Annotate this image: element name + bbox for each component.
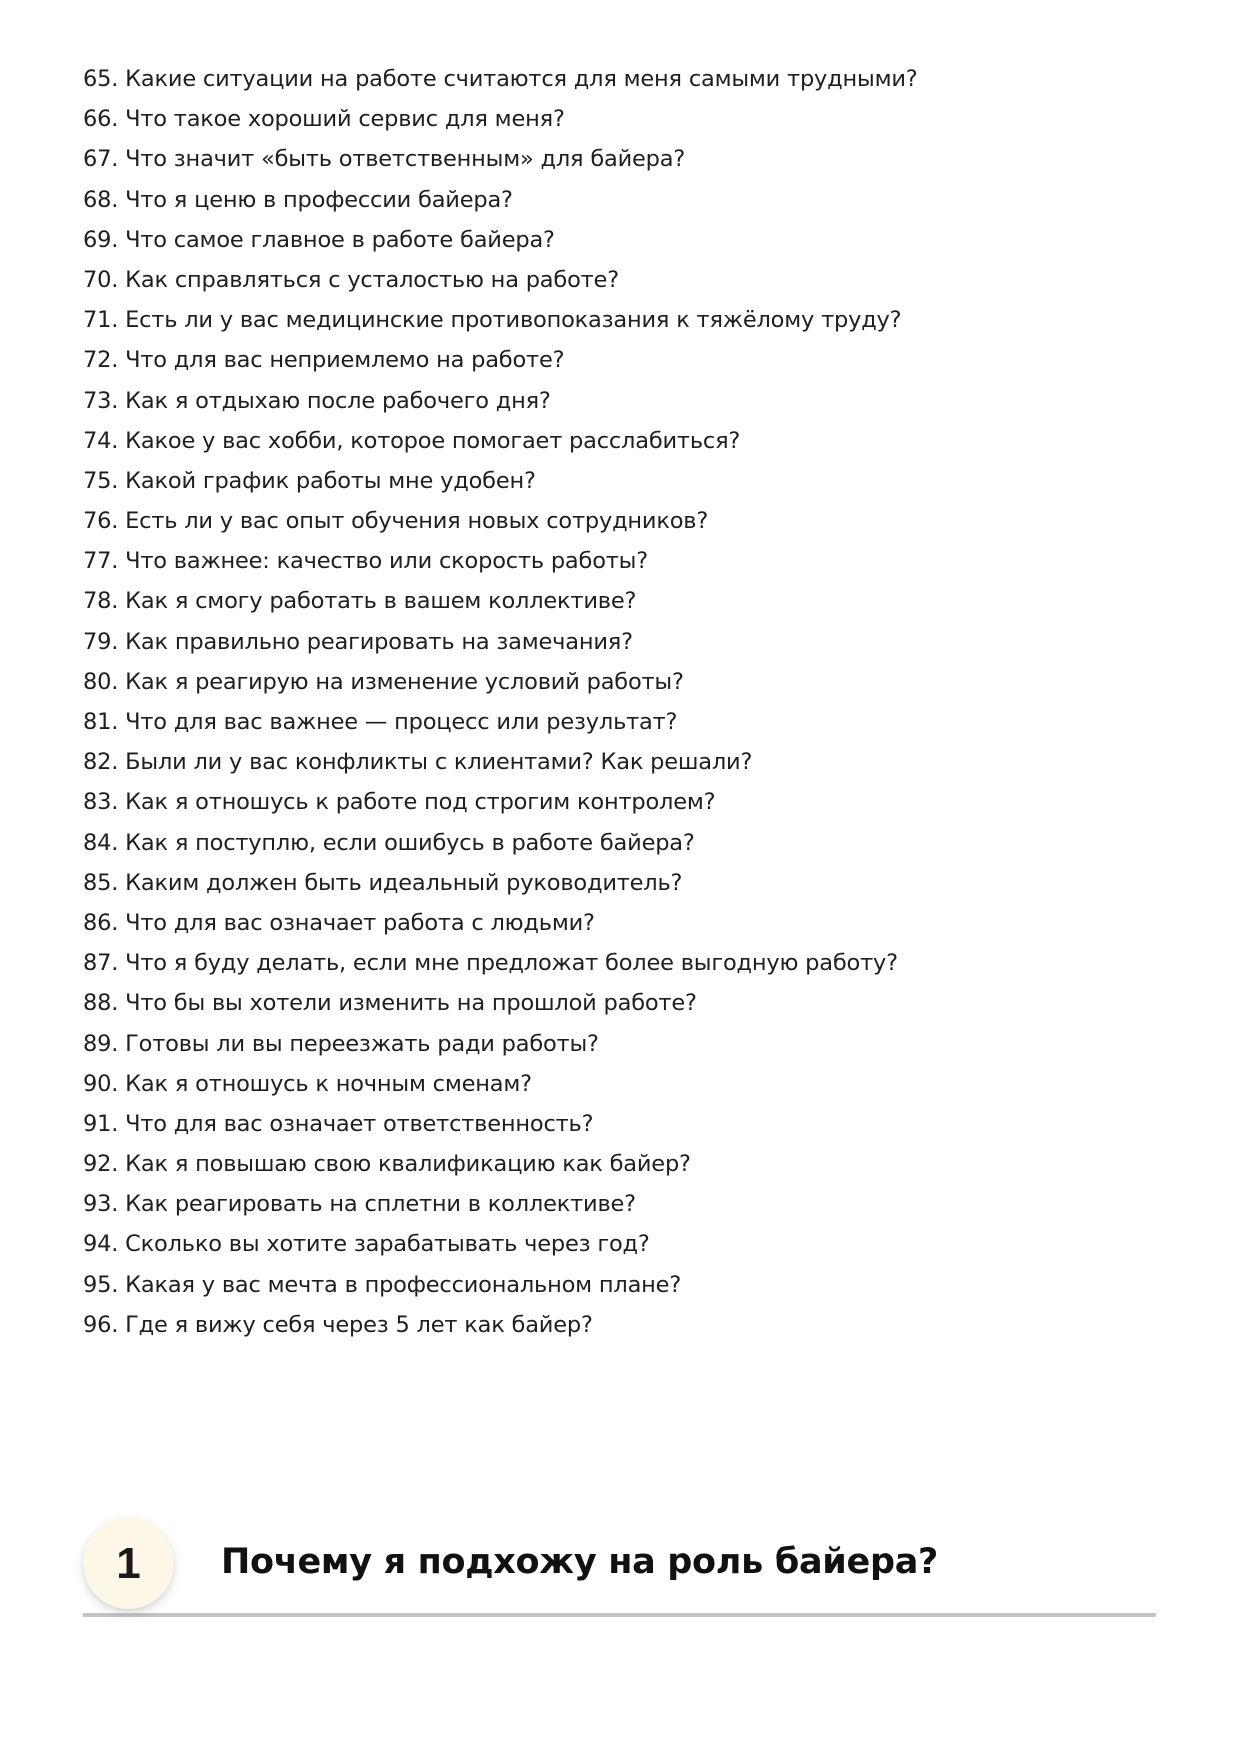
question-number: 70. [83, 266, 119, 293]
question-text: Как справляться с усталостью на работе? [125, 266, 619, 293]
list-item [83, 544, 918, 584]
list-item [83, 102, 918, 142]
list-item [83, 785, 918, 825]
list-item [83, 1067, 918, 1107]
question-number: 65. [83, 66, 119, 92]
question-number: 69. [83, 226, 119, 253]
question-text: Что важнее: качество или скорость работы? [125, 548, 648, 575]
list-item [83, 464, 918, 504]
question-text: Есть ли у вас опыт обучения новых сотрудников? [125, 508, 709, 535]
list-item [83, 1308, 918, 1348]
question-text: Как я отношусь к ночным сменам? [125, 1070, 532, 1097]
question-text: Что для вас означает ответственность? [125, 1110, 594, 1137]
section-header [83, 1518, 1156, 1617]
list-item [83, 62, 918, 102]
question-text: Какие ситуации на работе считаются для меня самыми трудными? [125, 66, 918, 92]
question-text: Что самое главное в работе байера? [125, 226, 555, 253]
question-number: 82. [83, 749, 119, 776]
list-item [83, 986, 918, 1026]
question-number: 68. [83, 186, 119, 213]
question-number: 88. [83, 990, 119, 1017]
list-item [83, 1227, 918, 1267]
list-item [83, 1147, 918, 1187]
section-title: Почему я подхожу на роль байера? [221, 1542, 939, 1582]
list-item [83, 504, 918, 544]
list-item [83, 1107, 918, 1147]
list-item [83, 1268, 918, 1308]
question-text: Как правильно реагировать на замечания? [125, 628, 633, 655]
question-number: 73. [83, 387, 119, 414]
question-number: 87. [83, 950, 119, 977]
question-text: Какой график работы мне удобен? [125, 467, 536, 494]
list-item [83, 424, 918, 464]
question-text: Какое у вас хобби, которое помогает расслабиться? [125, 427, 741, 454]
question-number: 83. [83, 789, 119, 816]
question-number: 74. [83, 427, 119, 454]
question-text: Какая у вас мечта в профессиональном плане? [125, 1271, 682, 1298]
question-number: 79. [83, 628, 119, 655]
section-number-badge: 1 [83, 1518, 174, 1609]
question-text: Что для вас означает работа с людьми? [125, 909, 595, 936]
question-text: Что такое хороший сервис для меня? [125, 106, 565, 133]
question-number: 95. [83, 1271, 119, 1298]
question-number: 96. [83, 1311, 119, 1338]
question-number: 72. [83, 347, 119, 374]
question-text: Что значит «быть ответственным» для байера? [125, 146, 686, 173]
question-number: 71. [83, 307, 119, 334]
question-text: Сколько вы хотите зарабатывать через год? [125, 1231, 650, 1258]
list-item [83, 946, 918, 986]
list-item [83, 745, 918, 785]
question-number: 81. [83, 709, 119, 735]
question-number: 77. [83, 548, 119, 575]
question-number: 67. [83, 146, 119, 173]
list-item [83, 625, 918, 665]
question-number: 75. [83, 467, 119, 494]
question-list [83, 62, 918, 1348]
question-text: Что для вас неприемлемо на работе? [125, 347, 565, 374]
question-text: Готовы ли вы переезжать ради работы? [125, 1030, 599, 1057]
question-text: Каким должен быть идеальный руководитель? [125, 869, 683, 896]
question-number: 85. [83, 869, 119, 896]
question-number: 76. [83, 508, 119, 535]
question-text: Есть ли у вас медицинские противопоказания к тяжёлому труду? [125, 307, 902, 334]
question-text: Как реагировать на сплетни в коллективе? [125, 1191, 636, 1218]
question-text: Что я ценю в профессии байера? [125, 186, 513, 213]
question-number: 90. [83, 1070, 119, 1097]
question-text: Как я реагирую на изменение условий работы? [125, 668, 684, 695]
question-number: 84. [83, 829, 119, 856]
question-number: 94. [83, 1231, 119, 1258]
list-item [83, 263, 918, 303]
list-item [83, 665, 918, 705]
question-number: 92. [83, 1151, 119, 1178]
question-text: Где я вижу себя через 5 лет как байер? [125, 1311, 593, 1338]
question-text: Как я отдыхаю после рабочего дня? [125, 387, 551, 414]
question-text: Что для вас важнее — процесс или результат? [125, 709, 678, 735]
question-number: 93. [83, 1191, 119, 1218]
question-number: 89. [83, 1030, 119, 1057]
question-text: Как я отношусь к работе под строгим контролем? [125, 789, 716, 816]
question-text: Что бы вы хотели изменить на прошлой работе? [125, 990, 697, 1017]
list-item [83, 584, 918, 624]
list-item [83, 1027, 918, 1067]
list-item [83, 384, 918, 424]
list-item [83, 705, 918, 745]
list-item [83, 142, 918, 182]
question-text: Были ли у вас конфликты с клиентами? Как решали? [125, 749, 753, 776]
question-text: Как я поступлю, если ошибусь в работе байера? [125, 829, 695, 856]
list-item [83, 906, 918, 946]
list-item [83, 183, 918, 223]
question-number: 80. [83, 668, 119, 695]
question-number: 91. [83, 1110, 119, 1137]
question-number: 66. [83, 106, 119, 133]
list-item [83, 866, 918, 906]
question-number: 86. [83, 909, 119, 936]
list-item [83, 303, 918, 343]
list-item [83, 223, 918, 263]
question-text: Как я смогу работать в вашем коллективе? [125, 588, 637, 615]
list-item [83, 826, 918, 866]
question-text: Что я буду делать, если мне предложат более выгодную работу? [125, 950, 898, 977]
list-item [83, 1187, 918, 1227]
question-text: Как я повышаю свою квалификацию как байер? [125, 1151, 691, 1178]
list-item [83, 343, 918, 383]
question-number: 78. [83, 588, 119, 615]
